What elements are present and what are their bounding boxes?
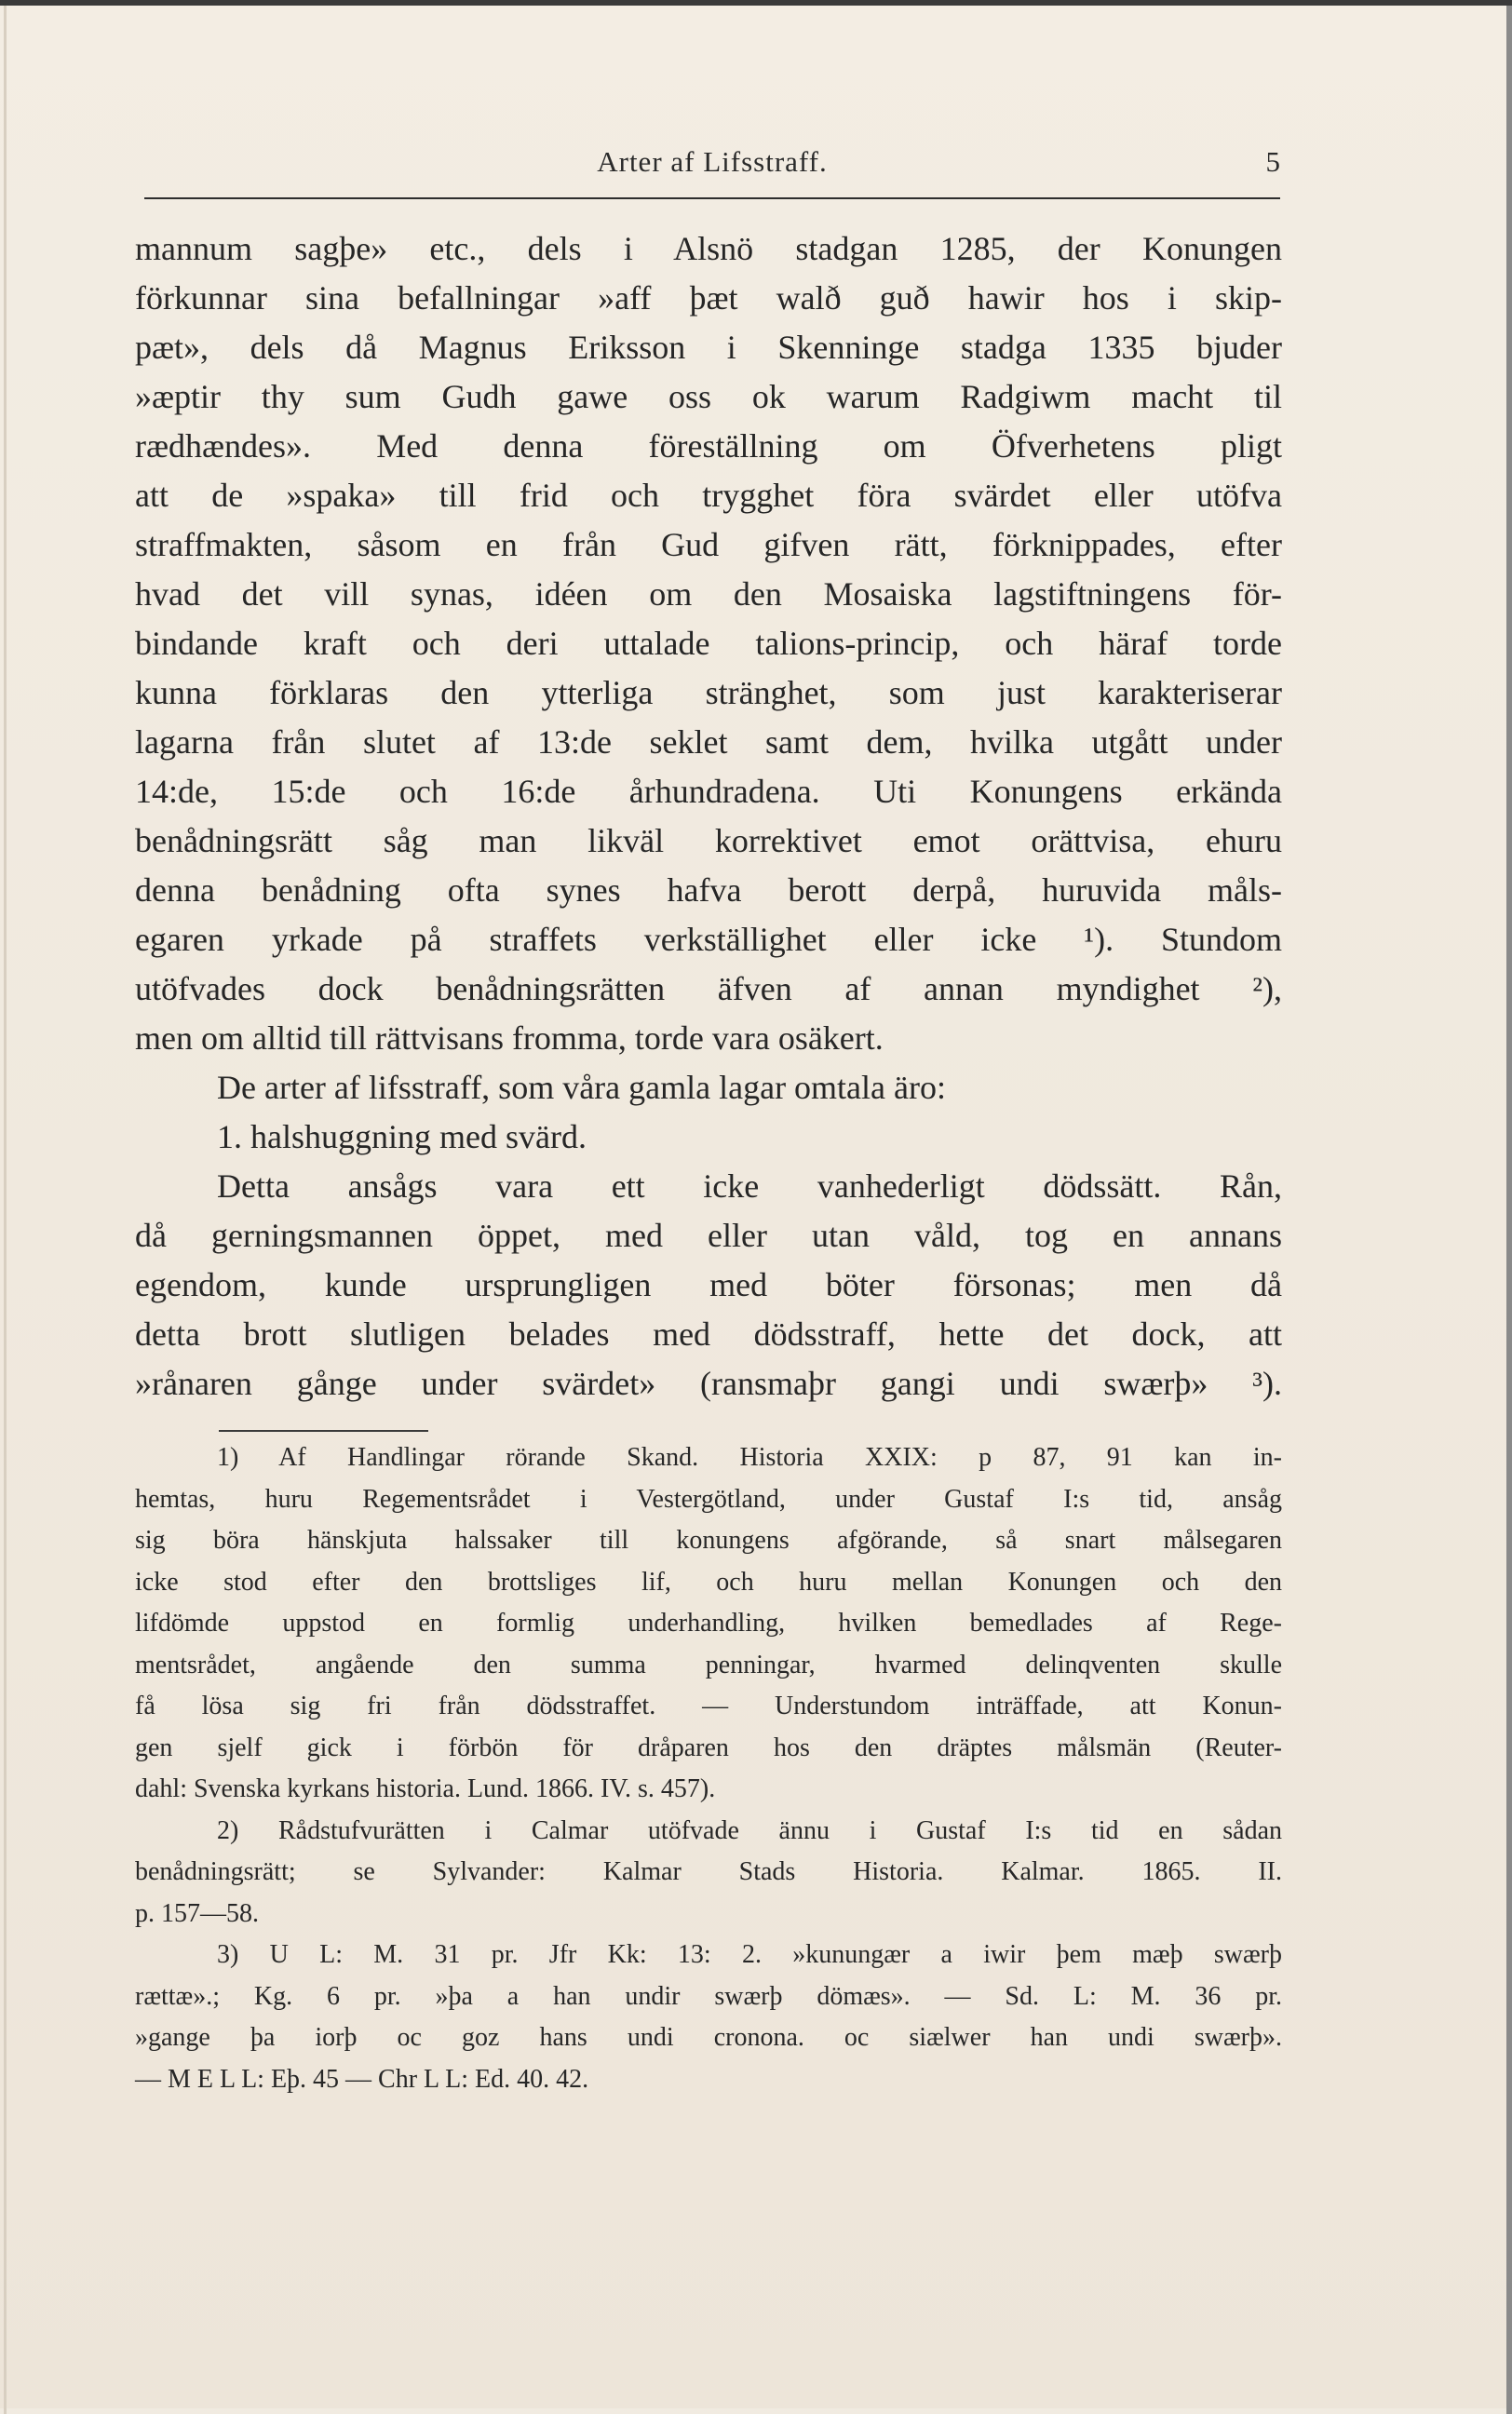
footnote-line: 2) Rådstufvurätten i Calmar utöfvade ännu i Gustaf I:s tid en sådan bbox=[217, 1815, 1282, 1845]
running-head bbox=[144, 145, 1280, 192]
text-line: mannum sagþe» etc., dels i Alsnö stadgan 1285, der Konungen bbox=[135, 230, 1282, 267]
footnote-line: mentsrådet, angående den summa penningar, hvarmed delinqventen skulle bbox=[135, 1650, 1282, 1679]
page-number: 5 bbox=[1265, 145, 1280, 178]
text-line: pæt», dels då Magnus Eriksson i Skenninge stadga 1335 bjuder bbox=[135, 329, 1282, 366]
text-line: benådningsrätt såg man likväl korrektivet emot orättvisa, ehuru bbox=[135, 822, 1282, 859]
text-line: att de »spaka» till frid och trygghet föra svärdet eller utöfva bbox=[135, 477, 1282, 514]
footnote-line: få lösa sig fri från dödsstraffet. — Understundom inträffade, att Konun- bbox=[135, 1692, 1282, 1720]
text-line: denna benådning ofta synes hafva berott derpå, huruvida måls- bbox=[135, 871, 1282, 909]
text-line: De arter af lifsstraff, som våra gamla lagar omtala äro: bbox=[217, 1069, 946, 1106]
text-line: bindande kraft och deri uttalade talions-princip, och häraf torde bbox=[135, 625, 1282, 662]
text-line: lagarna från slutet af 13:de seklet samt dem, hvilka utgått under bbox=[135, 723, 1282, 761]
text-line: egaren yrkade på straffets verkställighet eller icke ¹). Stundom bbox=[135, 921, 1282, 958]
page-edge-left bbox=[4, 6, 7, 2414]
footnote-line: dahl: Svenska kyrkans historia. Lund. 1866. IV. s. 457). bbox=[135, 1774, 716, 1803]
text-line: Detta ansågs vara ett icke vanhederligt dödssätt. Rån, bbox=[217, 1167, 1282, 1205]
text-line: förkunnar sina befallningar »aff þæt walð guð hawir hos i skip- bbox=[135, 279, 1282, 317]
text-line: 14:de, 15:de och 16:de århundradena. Uti Konungens erkända bbox=[135, 773, 1282, 810]
header-rule bbox=[144, 197, 1280, 199]
page-edge-right bbox=[1506, 6, 1512, 2414]
footnote-line: gen sjelf gick i förbön för dråparen hos den dräptes målsmän (Reuter- bbox=[135, 1733, 1282, 1762]
text-line: då gerningsmannen öppet, med eller utan våld, tog en annans bbox=[135, 1217, 1282, 1254]
text-line: rædhændes». Med denna föreställning om Öfverhetens pligt bbox=[135, 427, 1282, 465]
text-line: egendom, kunde ursprungligen med böter försonas; men då bbox=[135, 1266, 1282, 1303]
text-line: utöfvades dock benådningsrätten äfven af annan myndighet ²), bbox=[135, 970, 1282, 1007]
footnote-line: p. 157—58. bbox=[135, 1898, 259, 1928]
text-line: »rånaren gånge under svärdet» (ransmaþr gangi undi swærþ» ³). bbox=[135, 1365, 1282, 1402]
footnote-line: 1) Af Handlingar rörande Skand. Historia XXIX: p 87, 91 kan in- bbox=[217, 1443, 1282, 1472]
footnote-line: sig böra hänskjuta halssaker till konungens afgörande, så snart målsegaren bbox=[135, 1526, 1282, 1555]
text-line: hvad det vill synas, idéen om den Mosaiska lagstiftningens för- bbox=[135, 575, 1282, 613]
text-line: straffmakten, såsom en från Gud gifven rätt, förknippades, efter bbox=[135, 526, 1282, 563]
footnote-line: rættæ».; Kg. 6 pr. »þa a han undir swærþ dömæs». — Sd. L: M. 36 pr. bbox=[135, 1981, 1282, 2011]
text-line: kunna förklaras den ytterliga stränghet, som just karakteriserar bbox=[135, 674, 1282, 711]
footnote-line: icke stod efter den brottsliges lif, och huru mellan Konungen och den bbox=[135, 1567, 1282, 1597]
footnotes bbox=[135, 1437, 1282, 2100]
running-title: Arter af Lifsstraff. bbox=[597, 145, 828, 178]
footnote-line: lifdömde uppstod en formlig underhandling, hvilken bemedlades af Rege- bbox=[135, 1609, 1282, 1638]
footnote-line: hemtas, huru Regementsrådet i Vestergötland, under Gustaf I:s tid, ansåg bbox=[135, 1484, 1282, 1514]
text-line: »æptir thy sum Gudh gawe oss ok warum Radgiwm macht til bbox=[135, 378, 1282, 415]
section-heading: 1. halshuggning med svärd. bbox=[217, 1118, 587, 1155]
footnote-line: »gange þa iorþ oc goz hans undi cronona. oc siælwer han undi swærþ». bbox=[135, 2023, 1282, 2052]
footnote-line: benådningsrätt; se Sylvander: Kalmar Stads Historia. Kalmar. 1865. II. bbox=[135, 1857, 1282, 1886]
main-text bbox=[135, 224, 1282, 1409]
text-line: men om alltid till rättvisans fromma, torde vara osäkert. bbox=[135, 1019, 884, 1057]
footnote-rule bbox=[219, 1430, 428, 1432]
footnote-line: 3) U L: M. 31 pr. Jfr Kk: 13: 2. »kunungær a iwir þem mæþ swærþ bbox=[217, 1940, 1282, 1969]
footnote-line: — M E L L: Eþ. 45 — Chr L L: Ed. 40. 42. bbox=[135, 2064, 589, 2094]
text-line: detta brott slutligen belades med dödsstraff, hette det dock, att bbox=[135, 1315, 1282, 1353]
